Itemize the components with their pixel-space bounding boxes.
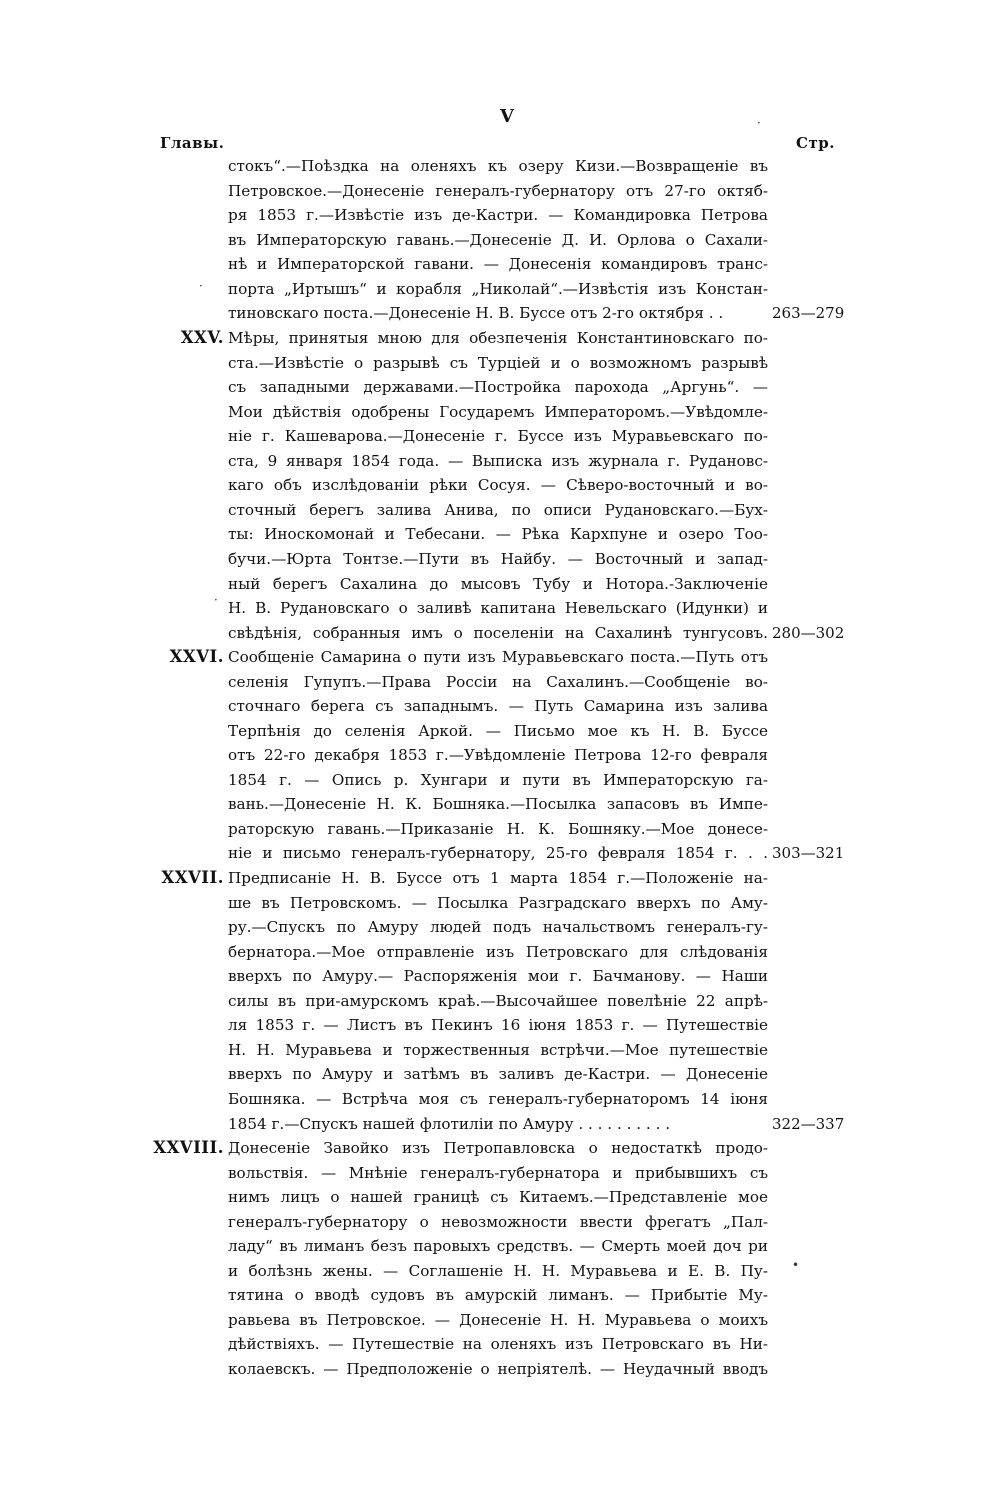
entry-line: колаевскъ. — Предположеніе о непріятелѣ. — Неудачный вводъ: [228, 1359, 768, 1378]
entry-line: нимъ лицъ о нашей границѣ съ Китаемъ.—Представленіе мое: [228, 1188, 768, 1207]
entry-line: тятина о вводѣ судовъ въ амурскій лиманъ. — Прибытіе Му-: [228, 1286, 768, 1305]
entry-line: равьева въ Петровское. — Донесеніе Н. Н. Муравьева о моихъ: [228, 1310, 768, 1329]
page-range: 322—337: [772, 1114, 845, 1133]
chapter-number: XXVI.: [169, 647, 224, 666]
page-range: 263—279: [772, 304, 845, 323]
entry-line: нѣ и Императорской гавани. — Донесенія командировъ транс-: [228, 255, 768, 274]
entry-line: ладу“ въ лиманъ безъ паровыхъ средствъ. — Смерть моей доч ри: [228, 1237, 768, 1256]
entry-line: вверхъ по Амуру.— Распоряженія мои г. Бачманову. — Наши: [228, 967, 768, 986]
margin-speck: ·: [199, 279, 203, 293]
entry-line: Н. В. Рудановскаго о заливѣ капитана Невельскаго (Идунки) и: [228, 599, 768, 618]
entry-line: 1854 г.—Спускъ нашей флотиліи по Амуру . . . . . . . . . .: [228, 1114, 671, 1133]
entry-line: ля 1853 г. — Листъ въ Пекинъ 16 іюня 1853 г. — Путешествіе: [228, 1016, 768, 1035]
entry-line: ру.—Спускъ по Амуру людей подъ начальствомъ генералъ-гу-: [228, 918, 768, 937]
entry-line: тиновскаго поста.—Донесеніе Н. В. Буссе отъ 2-го октября . .: [228, 304, 724, 323]
entry-line: бучи.—Юрта Тонтзе.—Пути въ Найбу. — Восточный и запад-: [228, 549, 768, 568]
entry-line: ты: Иноскомонай и Тебесани. — Рѣка Кархпуне и озеро Тоо-: [228, 525, 768, 544]
entry-line: раторскую гавань.—Приказаніе Н. К. Бошняку.—Мое донесе-: [228, 819, 768, 838]
entry-line: отъ 22-го декабря 1853 г.—Увѣдомленіе Петрова 12-го февраля: [228, 746, 768, 765]
entry-line: силы въ при-амурскомъ краѣ.—Высочайшее повелѣніе 22 апрѣ-: [228, 991, 768, 1010]
entry-line: дѣйствіяхъ. — Путешествіе на оленяхъ изъ Петровскаго въ Ни-: [228, 1335, 768, 1354]
entry-line: Донесеніе Завойко изъ Петропавловска о недостаткѣ продо-: [228, 1139, 768, 1157]
entry-line: 1854 г. — Опись р. Хунгари и пути въ Императорскую га-: [228, 770, 768, 789]
chapter-number: XXVIII.: [153, 1138, 224, 1157]
entry-line: бернатора.—Мое отправленіе изъ Петровскаго для слѣдованія: [228, 942, 768, 961]
entry-line: сточнаго берега съ западнымъ. — Путь Самарина изъ залива: [228, 697, 768, 716]
margin-speck: ·: [757, 116, 761, 130]
entry-line: свѣдѣнія, собранныя имъ о поселеніи на Сахалинѣ тунгусовъ.: [228, 623, 768, 642]
entry-line: генералъ-губернатору о невозможности ввести фрегатъ „Пал-: [228, 1212, 768, 1231]
entry-line: въ Императорскую гавань.—Донесеніе Д. И. Орлова о Сахали-: [228, 230, 768, 249]
page-number: V: [500, 106, 514, 127]
entry-line: ста.—Извѣстіе о разрывѣ съ Турціей и о возможномъ разрывѣ: [228, 353, 768, 372]
entry-line: ше въ Петровскомъ. — Посылка Разградскаго вверхъ по Аму-: [228, 893, 768, 912]
entry-line: Предписаніе Н. В. Буссе отъ 1 марта 1854 г.—Положеніе на-: [228, 869, 768, 887]
entry-line: вольствія. — Мнѣніе генералъ-губернатора и прибывшихъ съ: [228, 1163, 768, 1182]
entry-line: вань.—Донесеніе Н. К. Бошняка.—Посылка запасовъ въ Импе-: [228, 795, 768, 814]
header-pages: Стр.: [796, 134, 835, 152]
header-chapters: Главы.: [160, 134, 225, 152]
margin-speck: ·: [214, 593, 218, 607]
entry-line: ный берегъ Сахалина до мысовъ Тубу и Нотора.-Заключеніе: [228, 574, 768, 593]
entry-line: ніе г. Кашеварова.—Донесеніе г. Буссе изъ Муравьевскаго по-: [228, 427, 768, 446]
entry-line: съ западными державами.—Постройка парохода „Аргунь“. —: [228, 378, 768, 397]
page-range: 280—302: [772, 623, 845, 642]
entry-line: порта „Иртышъ“ и корабля „Николай“.—Извѣстія изъ Констан-: [228, 279, 768, 298]
entry-line: Сообщеніе Самарина о пути изъ Муравьевскаго поста.—Путь отъ: [228, 648, 768, 666]
chapter-number: XXV.: [180, 328, 224, 347]
entry-line: Бошняка. — Встрѣча моя съ генералъ-губернаторомъ 14 іюня: [228, 1089, 768, 1108]
entry-line: сточный берегъ залива Анива, по описи Рудановскаго.—Бух-: [228, 500, 768, 519]
entry-line: Мѣры, принятыя мною для обезпеченія Константиновскаго по-: [228, 329, 768, 347]
entry-line: и болѣзнь жены. — Соглашеніе Н. Н. Муравьева и Е. В. Пу-: [228, 1261, 768, 1280]
entry-line: вверхъ по Амуру и затѣмъ въ заливъ де-Кастри. — Донесеніе: [228, 1065, 768, 1084]
chapter-number: XXVII.: [161, 868, 224, 887]
page-range: 303—321: [772, 844, 845, 863]
entry-line: ніе и письмо генералъ-губернатору, 25-го февраля 1854 г. . .: [228, 844, 768, 863]
margin-speck: •: [792, 1258, 800, 1272]
entry-line: стокъ“.—Поѣздка на оленяхъ къ озеру Кизи.—Возвращеніе въ: [228, 157, 768, 175]
entry-line: Н. Н. Муравьева и торжественныя встрѣчи.—Мое путешествіе: [228, 1040, 768, 1059]
entry-line: Терпѣнія до селенія Аркой. — Письмо мое къ Н. В. Буссе: [228, 721, 768, 740]
entry-line: Мои дѣйствія одобрены Государемъ Императоромъ.—Увѣдомле-: [228, 402, 768, 421]
entry-line: каго объ изслѣдованіи рѣки Сосуя. — Сѣверо-восточный и во-: [228, 476, 768, 495]
entry-line: Петровское.—Донесеніе генералъ-губернатору отъ 27-го октяб-: [228, 181, 768, 200]
entry-line: ря 1853 г.—Извѣстіе изъ де-Кастри. — Командировка Петрова: [228, 206, 768, 225]
entry-line: ста, 9 января 1854 года. — Выписка изъ журнала г. Рудановс-: [228, 451, 768, 470]
entry-line: селенія Гупупъ.—Права Россіи на Сахалинъ.—Сообщеніе во-: [228, 672, 768, 691]
